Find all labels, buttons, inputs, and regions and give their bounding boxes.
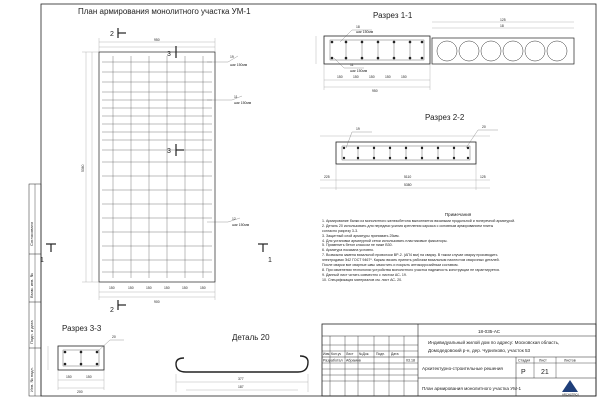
- side-stamp: [29, 184, 41, 396]
- note-item: 1. Армирование балки из монолитного железобетона выполняется вязаными продольной и поперечной арматурой.: [322, 218, 516, 223]
- stamp-object-line2: Домодедовский р-н, дер. Чурилково, участок 53: [428, 348, 531, 353]
- s11-dim-part: 150: [385, 75, 391, 79]
- stamp-logo-text: ARCHSTROI: [562, 392, 579, 397]
- stamp-col-podp: Подп.: [376, 352, 386, 356]
- s22-dim-left: 225: [324, 175, 330, 179]
- stamp-section-name: Архитектурно-строительные решения: [422, 366, 503, 371]
- cut-mark-3-top: 3: [167, 51, 171, 58]
- s11-dim-part: 150: [401, 75, 407, 79]
- s11-dim-part: 150: [353, 75, 359, 79]
- plan-dim-bottom-part: 150: [182, 286, 188, 290]
- note-item: 8. При изменении технологии устройства монолитного участка надежность конструкции не гарантируется.: [322, 267, 500, 272]
- stamp-person: Абрамов: [346, 358, 361, 363]
- note-item: 4. Для установки арматурной сетки использовать пластиковые фиксаторы.: [322, 238, 448, 243]
- side-stamp-inv-podl: Инв. № подл.: [29, 367, 34, 392]
- stamp-stage-label: Стадия: [518, 358, 531, 363]
- notes-header: Примечания: [444, 213, 472, 217]
- plan-rebar-label-19: 19: [230, 55, 234, 59]
- plan-rebar-label-12: 12: [232, 217, 236, 221]
- archstroi-logo-icon: [562, 380, 578, 392]
- s11-dim-right: 125: [500, 18, 506, 22]
- note-item: 3. Защитный слой арматуры принимать 25мм.: [322, 233, 400, 238]
- section-33-view: [48, 335, 124, 394]
- note-item: 6. Арматура показана условно.: [322, 248, 374, 253]
- plan-dim-bottom-part: 150: [146, 286, 152, 290]
- s33-rebar-label: 20: [112, 335, 116, 339]
- s11-rebar-label-2-step: шаг 150мм: [350, 69, 368, 73]
- stamp-date: 03.18: [406, 358, 415, 363]
- s11-dim-part: 150: [369, 75, 375, 79]
- plan-title: План армирования монолитного участка УМ-1: [78, 7, 251, 16]
- stamp-stage: Р: [521, 369, 526, 376]
- stamp-sheet-label: Лист: [539, 358, 547, 363]
- stamp-col-list: Лист: [346, 352, 354, 356]
- plan-dim-bottom-part: 150: [164, 286, 170, 290]
- sheet-frame: [41, 4, 596, 396]
- section-22-view: [320, 125, 498, 190]
- detail-20-title: Деталь 20: [232, 333, 270, 342]
- s11-dim-right2: 18: [500, 24, 504, 28]
- stamp-object-line1: Индивидуальный жилой дом по адресу: Московская область,: [428, 340, 560, 345]
- plan-rebar-label-19-step: шаг 150мм: [230, 63, 248, 67]
- s22-rebar-label: 19: [356, 127, 360, 131]
- s33-dim-part: 150: [86, 375, 92, 379]
- s33-dim-w: 200: [77, 390, 83, 394]
- section-11-view: [316, 18, 574, 93]
- stamp-col-izm: Изм.: [323, 352, 331, 356]
- cut-mark-3-mid: 3: [167, 148, 171, 155]
- d20-dim-len: 377: [238, 377, 244, 381]
- s22-rebar-label-2: 20: [482, 125, 486, 129]
- note-item: После сварки все сварные швы зачистить и покрыть антикоррозийным составом.: [322, 263, 459, 268]
- note-item: 10. Спецификация материалов см. лист АС- 20.: [322, 277, 403, 282]
- stamp-role: Разработал: [323, 358, 343, 363]
- notes-block: [322, 213, 594, 283]
- note-item: 5. Применить бетон классом не ниже В30.: [322, 243, 393, 248]
- stamp-code: 18-035-АС: [478, 329, 501, 334]
- s11-rebar-label-2: 11: [350, 63, 354, 67]
- plan-rebar-label-12-step: шаг 150мм: [232, 223, 250, 227]
- cut-mark-2-top: 2: [110, 31, 114, 38]
- plan-rebar-label-11-step: шаг 150мм: [234, 101, 252, 105]
- section-11-title: Разрез 1-1: [373, 11, 413, 20]
- s11-rebar-label: 18: [356, 25, 360, 29]
- title-block: [322, 324, 596, 397]
- stamp-sheet: 21: [541, 369, 549, 376]
- plan-dim-bottom-part: 150: [200, 286, 206, 290]
- plan-dim-top-total: 950: [154, 38, 160, 42]
- note-item: электродами Э42 ГОСТ 9467*. Каркас вязать принять рабочим вязальным нахлестом сварочных деталей.: [322, 258, 500, 263]
- s11-dim-part: 150: [337, 75, 343, 79]
- note-item: согласно разрезу 3-3.: [322, 228, 359, 233]
- plan-dim-left-total: 5360: [81, 164, 85, 172]
- side-stamp-podp-data: Подп. и дата: [29, 320, 34, 344]
- plan-dim-bottom-part: 150: [109, 286, 115, 290]
- plan-view: [40, 28, 272, 314]
- plan-rebar-label-11: 11: [234, 95, 238, 99]
- s11-rebar-label-step: шаг 150мм: [356, 30, 374, 34]
- stamp-sheet-name: План армирования монолитного участка УМ-1: [422, 386, 522, 391]
- section-22-title: Разрез 2-2: [425, 113, 465, 122]
- side-stamp-vzam: Взам. инв. №: [29, 273, 34, 298]
- stamp-col-kol: Кол.уч: [331, 352, 342, 356]
- s33-dim-part: 150: [66, 375, 72, 379]
- cut-mark-1-left: 1: [40, 257, 44, 264]
- section-33-title: Разрез 3-3: [62, 324, 102, 333]
- note-item: 7. Возможна замена вязальной проволоки ВР-2. (АП4 мм) на сварку. В таком случае сварку производить: [322, 253, 498, 258]
- s22-dim-right: 125: [480, 175, 486, 179]
- s22-dim-mid: 5110: [404, 175, 412, 179]
- s11-dim-total: 950: [372, 89, 378, 93]
- cut-mark-1-right: 1: [268, 257, 272, 264]
- side-stamp-soglasovano: Согласовано: [29, 221, 34, 246]
- cut-mark-2-bottom: 2: [110, 307, 114, 314]
- stamp-col-doc: №Док.: [359, 352, 370, 356]
- note-item: 9. Данный лист читать совместно с листом АС- 19.: [322, 272, 407, 277]
- note-item: 2. Деталь 20 использовать для передачи усилия крепления каркаса с основным армированием плиты: [322, 223, 494, 228]
- s22-dim-total: 5380: [404, 183, 412, 187]
- stamp-col-data: Дата: [391, 352, 399, 356]
- detail-20-view: [176, 356, 308, 392]
- plan-dim-bottom-part: 150: [128, 286, 134, 290]
- d20-dim-len2: 187: [238, 385, 244, 389]
- stamp-sheets-label: Листов: [564, 358, 576, 363]
- plan-dim-bottom-total: 900: [154, 300, 160, 304]
